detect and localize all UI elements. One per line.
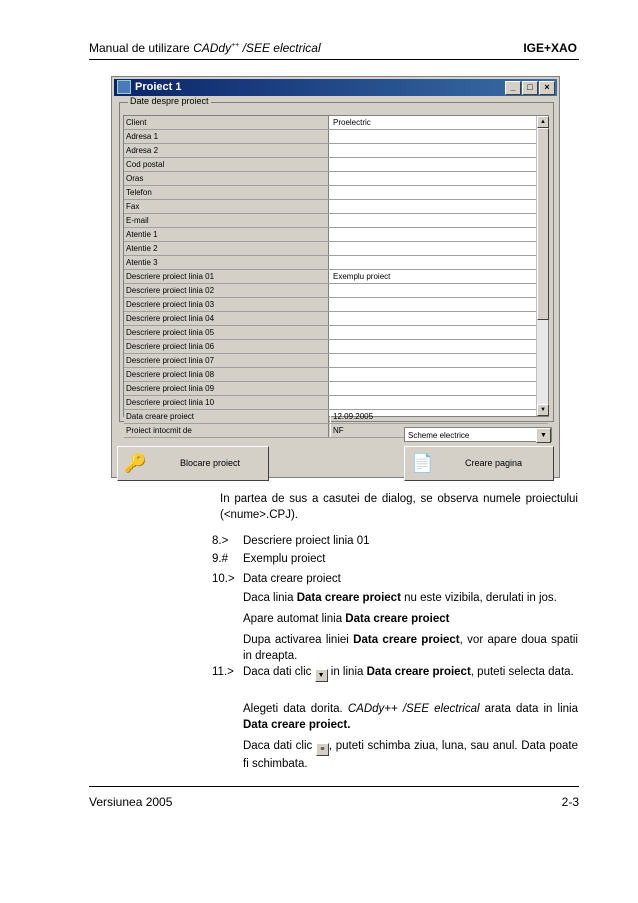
scroll-down-icon[interactable]: ▼ [537, 404, 549, 416]
para-activation: Dupa activarea liniei Data creare proiect, vor apare doua spatii in dreapta. [243, 634, 578, 662]
field-value[interactable] [330, 326, 536, 339]
grid-row[interactable] [124, 326, 548, 340]
para-auto-line: Apare automat linia Data creare proiect [243, 613, 450, 625]
scroll-up-icon[interactable]: ▲ [537, 116, 549, 128]
field-label: Atentie 1 [124, 228, 329, 241]
page-number: 2-3 [561, 795, 579, 809]
header-rule [89, 59, 579, 60]
field-label: Descriere proiect linia 10 [124, 396, 329, 409]
field-label: Descriere proiect linia 01 [124, 270, 329, 283]
project-data-group [119, 96, 554, 435]
project-data-grid [123, 115, 549, 435]
para-not-visible: Daca linia Data creare proiect nu este vizibila, derulati in jos. [243, 592, 557, 604]
chevron-down-icon[interactable]: ▼ [536, 428, 551, 443]
field-label: Telefon [124, 186, 329, 199]
grid-row[interactable] [124, 186, 548, 200]
scroll-thumb[interactable] [537, 128, 549, 320]
scheme-type-select[interactable]: Scheme electrice ▼ [404, 427, 552, 442]
field-label: Descriere proiect linia 03 [124, 298, 329, 311]
field-label: Descriere proiect linia 08 [124, 368, 329, 381]
intro-paragraph: In partea de sus a casutei de dialog, se observa numele proiectului (<nume>.CPJ). [220, 493, 578, 521]
field-value[interactable] [330, 130, 536, 143]
field-label: Fax [124, 200, 329, 213]
item-text: Descriere proiect linia 01 [243, 535, 370, 547]
field-value[interactable] [330, 186, 536, 199]
field-value[interactable] [330, 242, 536, 255]
grid-row[interactable] [124, 382, 548, 396]
field-value[interactable] [330, 172, 536, 185]
field-label: Proiect intocmit de [124, 424, 329, 437]
project-dialog-screenshot [111, 76, 560, 478]
maximize-icon[interactable]: □ [522, 81, 538, 95]
field-value[interactable] [330, 382, 536, 395]
grid-row[interactable] [124, 144, 548, 158]
field-label: Descriere proiect linia 04 [124, 312, 329, 325]
item-number: 10.> [212, 573, 235, 585]
field-value[interactable]: NF [330, 424, 536, 437]
field-value[interactable] [330, 200, 536, 213]
key-icon: 🔑 [124, 453, 147, 473]
field-label: Descriere proiect linia 02 [124, 284, 329, 297]
field-label: Descriere proiect linia 09 [124, 382, 329, 395]
dropdown-arrow-icon: ▼ [315, 669, 328, 682]
field-label: Descriere proiect linia 06 [124, 340, 329, 353]
field-value[interactable] [330, 354, 536, 367]
header-title: Manual de utilizare CADdy++ /SEE electrical [89, 41, 321, 55]
field-value[interactable]: Proelectric [330, 116, 536, 129]
dialog-title: Proiect 1 [135, 81, 182, 93]
grid-row[interactable] [124, 116, 548, 130]
field-value[interactable] [330, 368, 536, 381]
field-value[interactable] [330, 158, 536, 171]
grid-row[interactable] [124, 242, 548, 256]
grid-row[interactable] [124, 214, 548, 228]
grid-row[interactable] [124, 228, 548, 242]
item-number: 8.> [212, 535, 229, 547]
field-value[interactable] [330, 284, 536, 297]
field-label: Data creare proiect [124, 410, 329, 423]
grid-row[interactable] [124, 410, 548, 424]
grid-row[interactable] [124, 256, 548, 270]
field-label: Adresa 1 [124, 130, 329, 143]
field-value[interactable] [330, 312, 536, 325]
grid-row[interactable] [124, 172, 548, 186]
new-page-icon: 📄 [411, 453, 434, 473]
group-label: Date despre proiect [130, 96, 209, 106]
field-label: E-mail [124, 214, 329, 227]
field-value[interactable] [330, 396, 536, 409]
grid-row[interactable] [124, 284, 548, 298]
para-click-dropdown: Daca dati clic ▼ in linia Data creare proiect, puteti selecta data. [243, 664, 578, 682]
field-label: Descriere proiect linia 05 [124, 326, 329, 339]
item-number-11: 11.> [212, 666, 234, 678]
page-footer [89, 795, 579, 809]
field-value[interactable] [330, 214, 536, 227]
field-value[interactable] [330, 298, 536, 311]
field-value[interactable] [330, 256, 536, 269]
grid-row[interactable] [124, 312, 548, 326]
grid-row[interactable] [124, 354, 548, 368]
field-label: Adresa 2 [124, 144, 329, 157]
vertical-scrollbar[interactable] [536, 116, 548, 416]
close-icon[interactable]: × [539, 81, 555, 95]
item-number: 9.# [212, 553, 228, 565]
field-label: Descriere proiect linia 07 [124, 354, 329, 367]
item-text: Exemplu proiect [243, 553, 326, 565]
field-value[interactable] [330, 340, 536, 353]
grid-row[interactable] [124, 368, 548, 382]
grid-row[interactable] [124, 340, 548, 354]
field-value[interactable] [330, 144, 536, 157]
field-label: Cod postal [124, 158, 329, 171]
app-icon [117, 80, 131, 94]
field-value[interactable]: Exemplu proiect [330, 270, 536, 283]
grid-row[interactable] [124, 130, 548, 144]
field-label: Atentie 2 [124, 242, 329, 255]
footer-rule [89, 786, 579, 787]
calendar-spin-icon: ≡ [316, 743, 329, 756]
create-page-button[interactable]: 📄 Creare pagina [404, 446, 554, 481]
grid-row[interactable] [124, 396, 548, 410]
minimize-icon[interactable]: _ [505, 81, 521, 95]
header-company: IGE+XAO [523, 41, 577, 55]
para-choose-date: Alegeti data dorita. CADdy++ /SEE electrical arata data in linia Data creare proiect. [243, 703, 578, 731]
dialog-titlebar [114, 79, 557, 96]
field-value[interactable]: 12.09.2005 [330, 410, 536, 423]
grid-row[interactable] [124, 158, 548, 172]
grid-row[interactable] [124, 270, 548, 284]
field-label: Atentie 3 [124, 256, 329, 269]
field-label: Oras [124, 172, 329, 185]
para-change-date: Daca dati clic ≡ , puteti schimba ziua, luna, sau anul. Data poate fi schimbata. [243, 740, 578, 770]
field-value[interactable] [330, 228, 536, 241]
grid-row[interactable] [124, 298, 548, 312]
field-label: Client [124, 116, 329, 129]
footer-version: Versiunea 2005 [89, 795, 173, 809]
item-text: Data creare proiect [243, 573, 341, 585]
grid-row[interactable] [124, 200, 548, 214]
lock-project-button[interactable]: 🔑 Blocare proiect [117, 446, 269, 481]
